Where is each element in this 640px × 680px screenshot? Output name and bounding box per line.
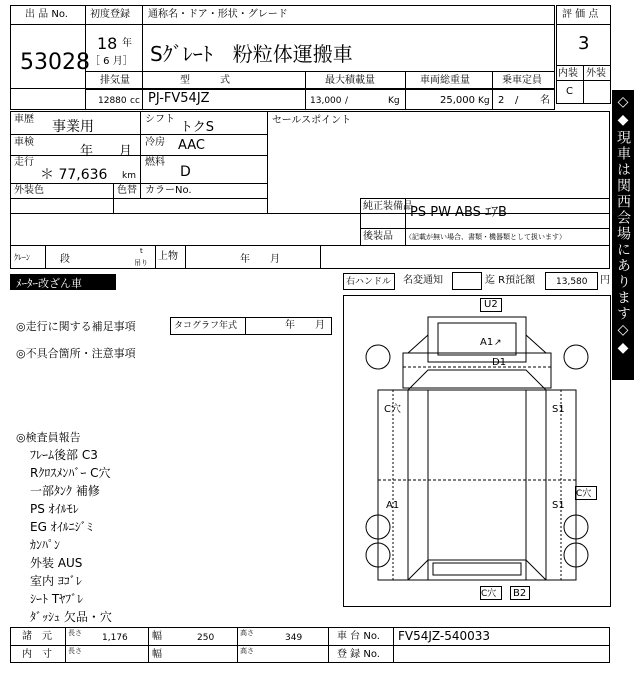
inspector-item: 外装 AUS [30,556,83,570]
length-label: 長さ [68,629,82,637]
right-hand-drive: 右ハンドル [346,277,392,287]
r-deposit-value: 13,580 [556,277,588,287]
inspector-item: EG ｵｲﾙﾆｼﾞﾐ [30,520,93,534]
width-value: 250 [197,633,215,643]
upper-label: 上物 [158,251,178,262]
diagram-a1-bottom: A1 [386,500,400,511]
inspector-item: Rｸﾛｽﾒﾝﾊﾞｰ C穴 [30,466,111,480]
reg-month: ［ 6 月］ [90,56,133,67]
capacity-label: 最大積載量 [325,75,375,86]
crane-tons-sub: 吊り [134,259,148,267]
inspection-label: 車検 [14,137,34,148]
inspector-item: PS ｵｲﾙﾓﾚ [30,502,79,516]
diagram-c-bottom: C穴 [481,589,497,599]
aftermarket-label: 後装品 [363,231,393,242]
history-value: 事業用 [52,119,94,135]
r-deposit-label: 迄 R預託額 [485,275,536,286]
gross-unit: Kg [478,96,490,106]
length-value: 1,176 [102,633,128,643]
inspector-item: ﾌﾚｰﾑ後部 C3 [30,448,98,462]
driving-notes-label: ◎走行に関する補足事項 [16,320,136,333]
crane-stage: 段 [60,254,70,265]
lot-number: 53028 [20,50,90,75]
capacity-slash: / [345,96,349,106]
passengers-unit: 名 [540,95,550,106]
crane-label: ｸﾚｰﾝ [14,253,30,262]
int-length-label: 長さ [68,647,82,655]
fuel-value: D [180,164,191,180]
upper-date: 年 月 [240,254,280,265]
side-banner-text: ◇◆現車は関西会場にあります◇◆ [615,94,631,358]
chassis-value: FV54JZ-540033 [398,629,491,643]
history-label: 車歴 [14,114,34,125]
ac-value: AAC [178,138,205,153]
inspector-item: ﾀﾞｯｼｭ 欠品・穴 [30,610,112,624]
int-height-label: 高さ [240,647,254,655]
width-label: 幅 [152,631,162,642]
defects-label: ◎不具合箇所・注意事項 [16,347,136,360]
ext-color-label: 外装色 [14,185,44,196]
shift-value: トクS [180,120,214,135]
inspector-item: ｼｰﾄ Tﾔﾌﾞﾚ [30,592,84,606]
reg-year-unit: 年 [122,38,132,49]
fuel-label: 燃料 [145,157,165,168]
interior-dims-label: 内 寸 [22,649,52,660]
diagram-d1: D1 [492,357,507,368]
name-change-label: 名変通知 [403,275,443,286]
sales-point-label: セールスポイント [272,115,352,126]
yen-unit: 円 [600,275,610,286]
exterior-label: 外装 [586,68,606,79]
interior-label: 内装 [558,68,578,79]
inspector-item: ｶﾝﾊﾟﾝ [30,538,61,552]
reg-label: 登 録 No. [337,649,380,660]
car-name: Sｸﾞﾚｰﾄ 粉粒体運搬車 [150,42,353,66]
aftermarket-note: （記載が無い場合、書類・機器類として扱います） [405,233,566,241]
model-code: PJ-FV54JZ [148,91,210,106]
car-name-label: 通称名・ドア・形状・グレード [148,9,288,20]
equipment-value: PS PW ABS ｴｱB [410,205,507,220]
diagram-u2: U2 [484,299,498,310]
mileage-value: ＊ 77,636 [40,167,108,183]
height-label: 高さ [240,629,254,637]
diagram-a1-top: A1 [480,337,494,348]
interior-score: C [566,86,573,97]
side-banner [612,90,634,380]
km-unit: km [122,171,136,181]
mileage-label: 走行 [14,157,34,168]
inspector-item: 一部ﾀﾝｸ 補修 [30,484,100,498]
score-value: 3 [578,33,590,54]
truck-outline [343,295,611,607]
diagram-s1-right: S1 [552,404,565,415]
shift-label: シフト [145,114,175,125]
tacho-label: タコグラフ年式 [174,321,238,331]
gross-label: 車両総重量 [420,75,470,86]
color-change-label: 色替 [117,185,137,196]
chassis-label: 車 台 No. [337,631,380,642]
displacement-label: 排気量 [100,75,130,86]
meter-warning: ﾒｰﾀｰ改ざん車 [10,274,116,290]
inspection-value: 年 月 [80,144,133,159]
tacho-date: 年 月 [285,320,325,331]
equipment-label: 純正装備品 [363,201,413,212]
displacement-value: 12880 [98,96,127,106]
capacity-value: 13,000 [310,96,342,106]
crane-tons-t: t [140,247,143,255]
dims-label: 諸 元 [22,631,52,642]
reg-year: 18 [97,34,118,53]
color-code-label: カラーNo. [145,185,192,196]
first-reg-label: 初度登録 [90,9,130,20]
passengers-slash: / [515,95,519,106]
diagram-s1-bottom: S1 [552,500,565,511]
int-width-label: 幅 [152,649,162,660]
score-label: 評 価 点 [562,9,599,20]
diagram-b2: B2 [513,588,527,599]
passengers-value: 2 [498,95,505,106]
diagram-c-right: C穴 [576,489,592,499]
name-change-box [452,272,482,290]
passengers-label: 乗車定員 [502,75,542,86]
diagram-c-left: C穴 [384,404,401,415]
height-value: 349 [285,633,303,643]
capacity-unit: Kg [388,96,400,106]
inspector-label: ◎検査員報告 [16,431,81,444]
type-label: 型 式 [180,75,230,86]
ac-label: 冷房 [145,137,165,148]
gross-value: 25,000 [440,95,475,106]
inspector-item: 室内 ﾖｺﾞﾚ [30,574,82,588]
lot-label: 出 品 No. [25,9,68,20]
cc-unit: cc [130,96,140,106]
